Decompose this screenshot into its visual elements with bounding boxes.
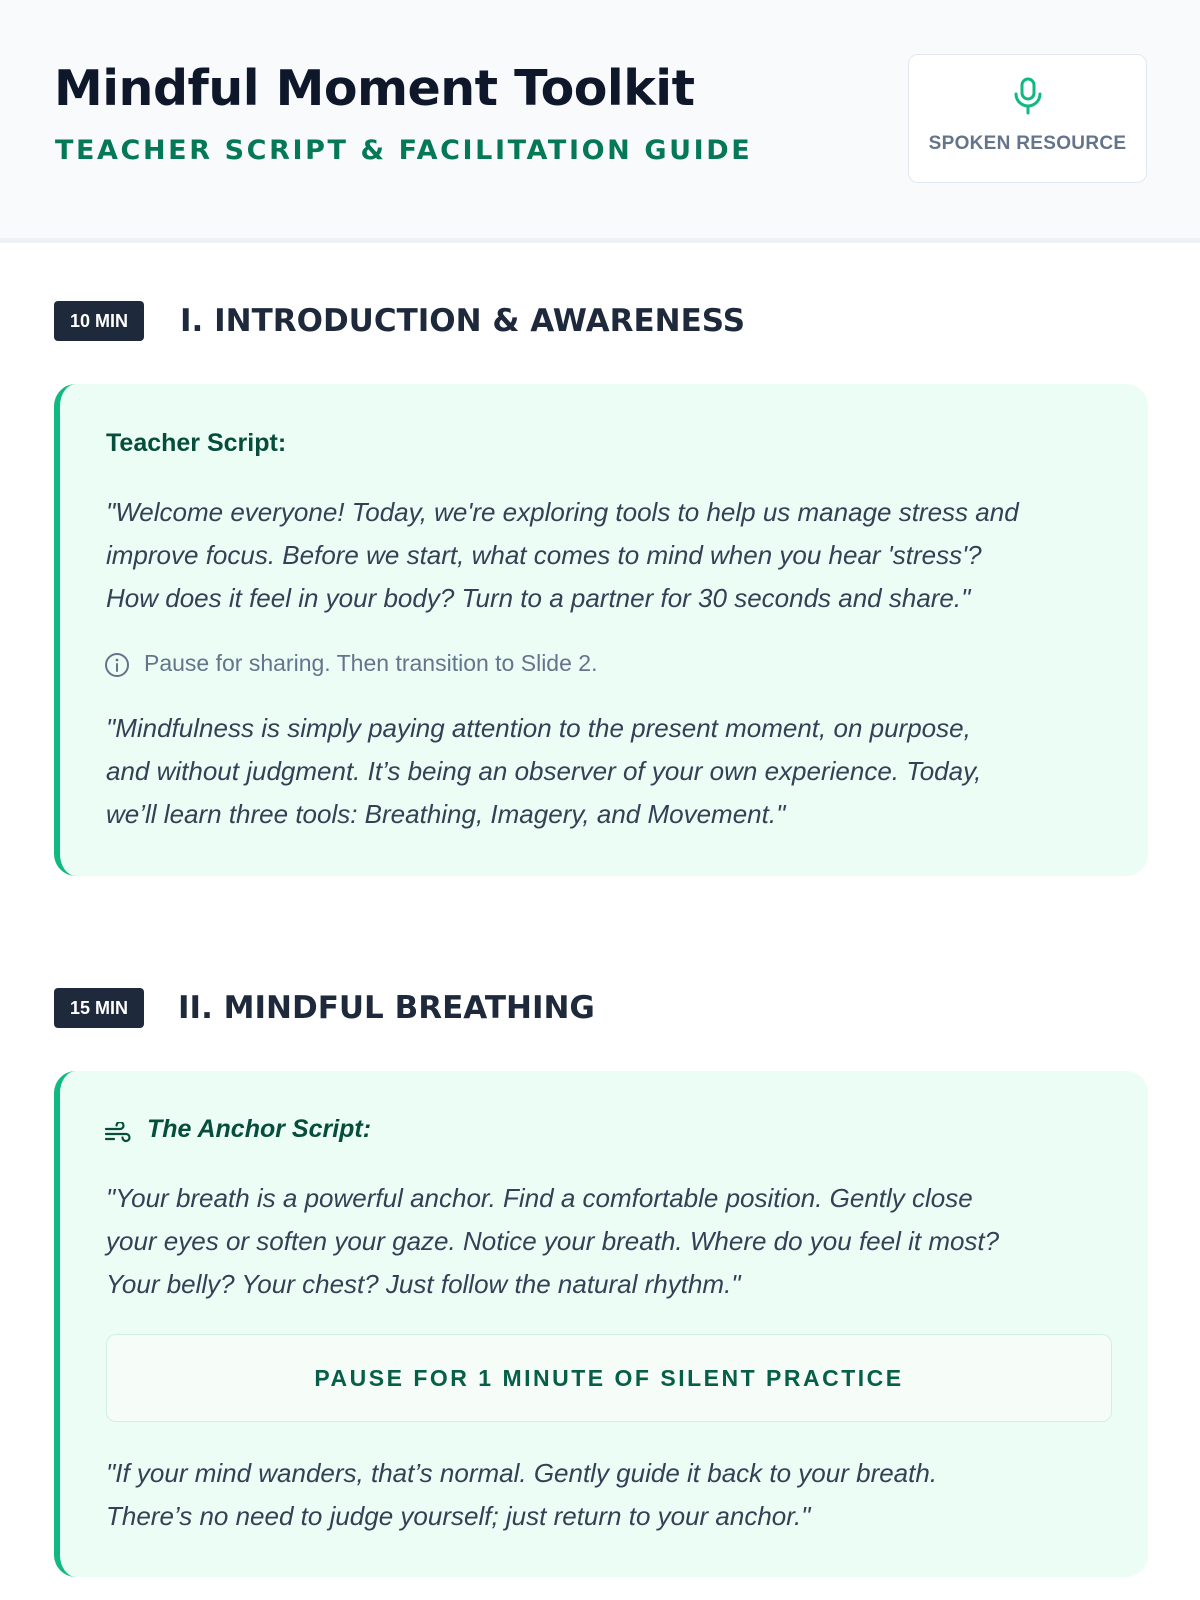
script-quote [106, 1177, 1116, 1306]
spoken-resource-label: SPOKEN RESOURCE [928, 133, 1127, 154]
teacher-script-box [54, 384, 1148, 876]
page-title: Mindful Moment Toolkit [54, 60, 695, 117]
silent-practice-callout: PAUSE FOR 1 MINUTE OF SILENT PRACTICE [106, 1334, 1112, 1422]
microphone-icon [1013, 77, 1043, 115]
note-text: Pause for sharing. Then transition to Slide 2. [144, 650, 598, 676]
quote-line: How does it feel in your body? Turn to a partner for 30 seconds and share." [106, 583, 971, 613]
wind-icon [104, 1122, 134, 1146]
quote-line: "Welcome everyone! Today, we're exploring tools to help us manage stress and [106, 497, 1019, 527]
time-badge: 10 MIN [54, 301, 144, 341]
script-quote [106, 1452, 1116, 1538]
time-badge: 15 MIN [54, 988, 144, 1028]
spoken-resource-card [908, 54, 1147, 183]
quote-line: Your belly? Your chest? Just follow the natural rhythm." [106, 1269, 741, 1299]
anchor-script-box [54, 1071, 1148, 1577]
quote-line: "If your mind wanders, that’s normal. Gently guide it back to your breath. [106, 1458, 938, 1488]
script-quote [106, 491, 1116, 620]
box-label: The Anchor Script: [147, 1115, 372, 1143]
quote-line: There’s no need to judge yourself; just return to your anchor." [106, 1501, 811, 1531]
quote-line: and without judgment. It’s being an observer of your own experience. Today, [106, 756, 982, 786]
script-quote [106, 707, 1116, 836]
section-title: I. INTRODUCTION & AWARENESS [180, 303, 746, 339]
section-title: II. MINDFUL BREATHING [178, 990, 595, 1026]
quote-line: improve focus. Before we start, what comes to mind when you hear 'stress'? [106, 540, 982, 570]
page-header [0, 0, 1200, 243]
quote-line: your eyes or soften your gaze. Notice your breath. Where do you feel it most? [106, 1226, 1000, 1256]
page-subtitle: TEACHER SCRIPT & FACILITATION GUIDE [55, 135, 753, 166]
info-icon [104, 652, 130, 678]
box-label: Teacher Script: [106, 429, 287, 457]
quote-line: we’ll learn three tools: Breathing, Imagery, and Movement." [106, 799, 786, 829]
quote-line: "Mindfulness is simply paying attention to the present moment, on purpose, [106, 713, 971, 743]
quote-line: "Your breath is a powerful anchor. Find a comfortable position. Gently close [106, 1183, 973, 1213]
